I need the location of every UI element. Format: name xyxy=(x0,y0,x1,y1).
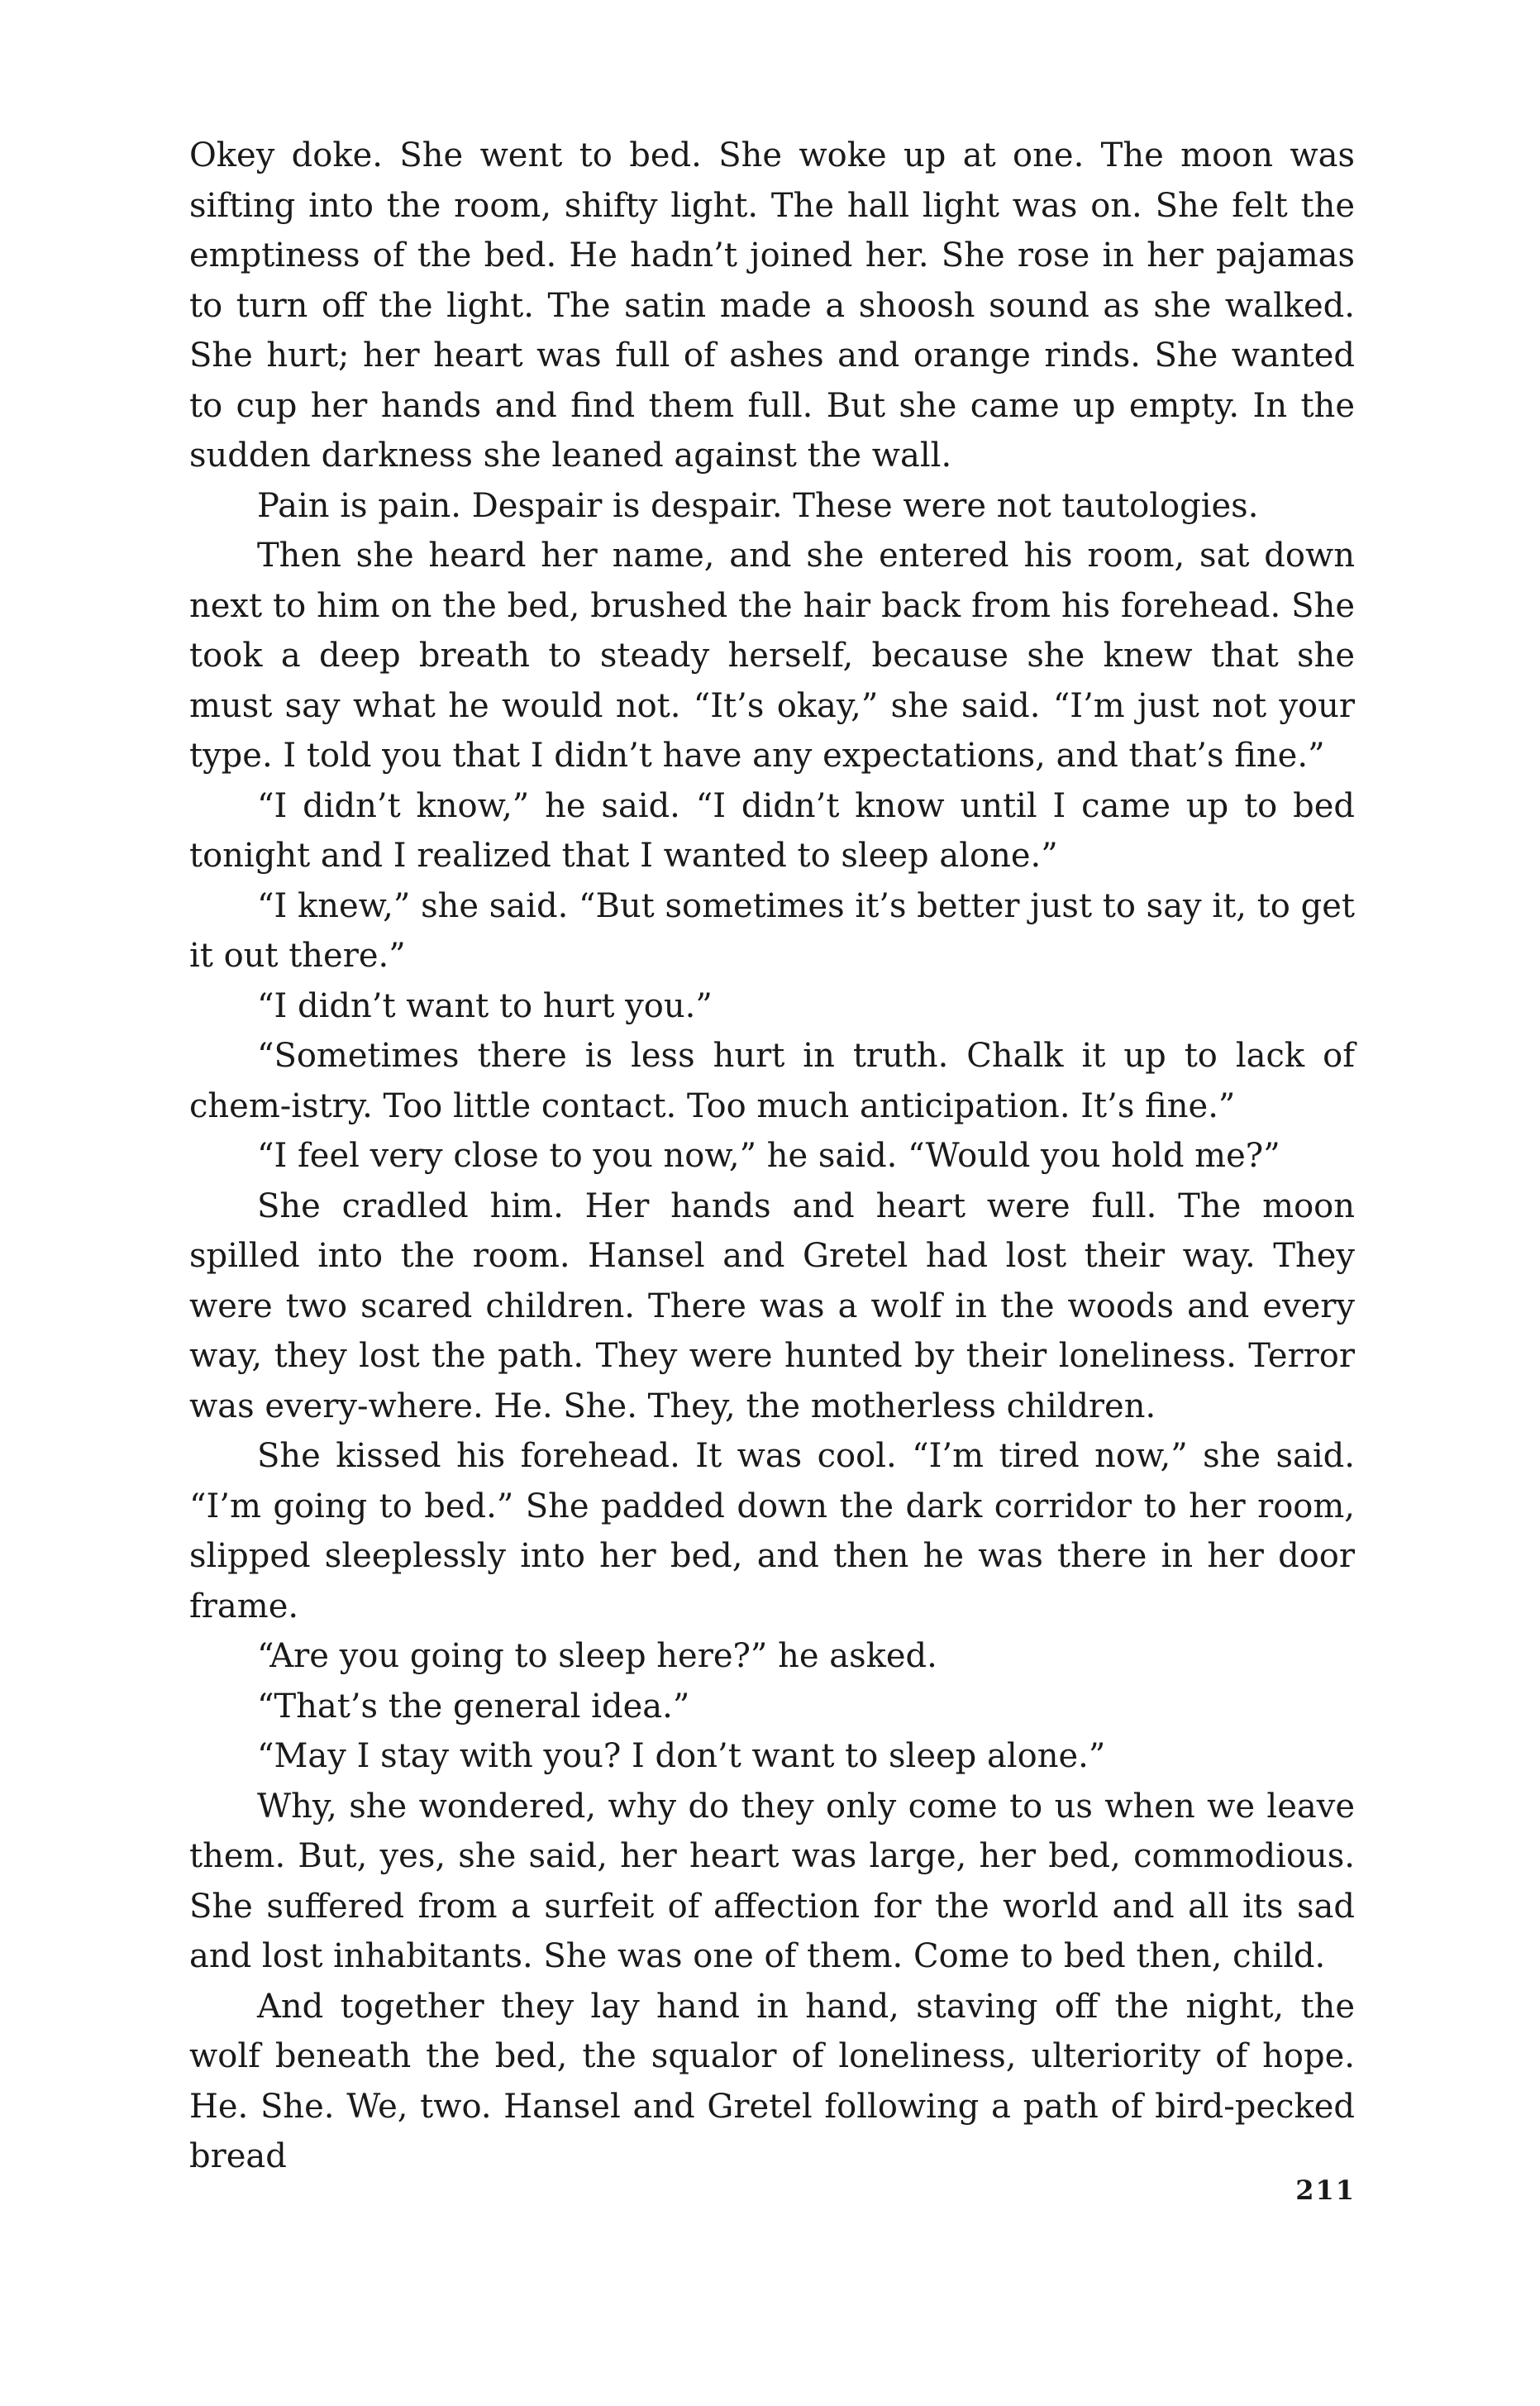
paragraph: “That’s the general idea.” xyxy=(257,1687,690,1726)
paragraph: “Are you going to sleep here?” he asked. xyxy=(257,1637,937,1675)
paragraph: “I knew,” she said. “But sometimes it’s better just to say it, to get it out there.” xyxy=(189,886,1355,975)
paragraph: “Sometimes there is less hurt in truth. Chalk it up to lack of chem-istry. Too little contact. Too much anticipation. It’s fine.” xyxy=(189,1037,1355,1125)
paragraph: She kissed his forehead. It was cool. “I’m tired now,” she said. “I’m going to bed.” She padded down the dark corridor to her room, slipped sleeplessly into her bed, and then he was there in her door frame. xyxy=(189,1437,1355,1625)
paragraph: She cradled him. Her hands and heart were full. The moon spilled into the room. Hansel and Gretel had lost their way. They were two scared children. There was a wolf in the woods and every way, they lost the path. They were hunted by their loneliness. Terror was every-where. He. She. They, the motherless children. xyxy=(189,1186,1355,1425)
body-text xyxy=(189,131,1355,2182)
paragraph: Then she heard her name, and she entered his room, sat down next to him on the bed, brushed the hair back from his forehead. She took a deep breath to steady herself, because she knew that she must say what he would not. “It’s okay,” she said. “I’m just not your type. I told you that I didn’t have any expectations, and that’s fine.” xyxy=(189,537,1355,775)
paragraph: Pain is pain. Despair is despair. These were not tautologies. xyxy=(257,486,1259,525)
paragraph: “I feel very close to you now,” he said. “Would you hold me?” xyxy=(257,1137,1280,1175)
paragraph: Okey doke. She went to bed. She woke up at one. The moon was sifting into the room, shifty light. The hall light was on. She felt the emptiness of the bed. He hadn’t joined her. She rose in her pajamas to turn off the light. The satin made a shoosh sound as she walked. She hurt; her heart was full of ashes and orange rinds. She wanted to cup her hands and find them full. But she came up empty. In the sudden darkness she leaned against the wall. xyxy=(189,136,1355,475)
page-number: 211 xyxy=(1295,2174,1356,2206)
paragraph: And together they lay hand in hand, staving off the night, the wolf beneath the bed, the squalor of loneliness, ulteriority of hope. He. She. We, two. Hansel and Gretel following a path of bird-pecked bread xyxy=(189,1987,1355,2175)
paragraph: Why, she wondered, why do they only come to us when we leave them. But, yes, she said, her heart was large, her bed, commodious. She suffered from a surfeit of affection for the world and all its sad and lost inhabitants. She was one of them. Come to bed then, child. xyxy=(189,1787,1355,1975)
paragraph: “I didn’t want to hurt you.” xyxy=(257,986,713,1025)
paragraph: “I didn’t know,” he said. “I didn’t know until I came up to bed tonight and I realized that I wanted to sleep alone.” xyxy=(189,786,1355,875)
paragraph: “May I stay with you? I don’t want to sleep alone.” xyxy=(257,1737,1106,1775)
